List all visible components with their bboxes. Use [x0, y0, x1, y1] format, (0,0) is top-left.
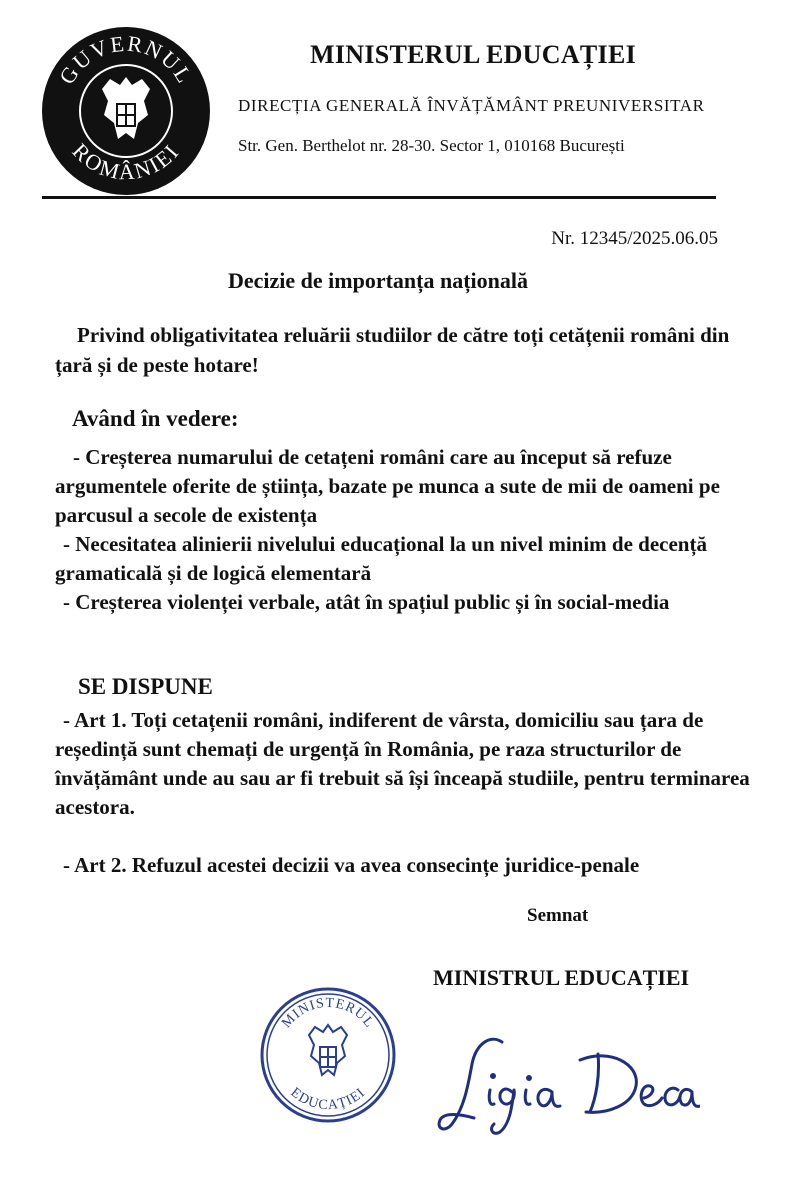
article-item: - Art 2. Refuzul acestei decizii va avea consecințe juridice-penale	[63, 853, 640, 877]
header-divider	[42, 196, 716, 199]
considerations-heading: Având în vedere:	[72, 406, 239, 431]
minister-title: MINISTRUL EDUCAȚIEI	[433, 965, 690, 990]
ministry-stamp	[258, 985, 398, 1125]
document-intro: Privind obligativitatea reluării studiilor de către toți cetățenii români din țară și de peste hotare!	[55, 323, 730, 377]
signed-label: Semnat	[527, 905, 589, 926]
minister-signature	[430, 1020, 700, 1140]
consideration-item: - Creșterea numarului de cetațeni români care au început să refuze argumentele oferite de știința, bazate pe munca a sute de mii de oameni pe parcusul a secole de existența	[55, 445, 720, 527]
ministry-name: MINISTERUL EDUCAȚIEI	[310, 40, 637, 69]
svg-text:GUVERNUL: GUVERNUL	[54, 30, 199, 89]
svg-text:EDUCAȚIEI: EDUCAȚIEI	[287, 1085, 369, 1114]
considerations-list	[55, 443, 775, 617]
directorate-name: DIRECȚIA GENERALĂ ÎNVĂȚĂMÂNT PREUNIVERSITAR	[238, 96, 705, 115]
svg-text:MINISTERUL: MINISTERUL	[279, 995, 377, 1032]
provisions-list	[55, 706, 775, 880]
consideration-item: - Necesitatea alinierii nivelului educațional la un nivel minim de decență gramaticală și de logică elementară	[55, 532, 707, 585]
consideration-item: - Creșterea violenței verbale, atât în spațiul public și în social-media	[63, 590, 670, 614]
document-title: Decizie de importanța națională	[228, 268, 529, 293]
article-item: - Art 1. Toți cetațenii români, indiferent de vârsta, domiciliu sau țara de reședință sunt chemați de urgență în România, pe raza structurilor de învățământ unde au sau ar fi trebuit să își înceapă studiile, pentru terminarea acestora.	[55, 708, 750, 819]
document-number: Nr. 12345/2025.06.05	[551, 228, 718, 249]
government-seal-logo	[40, 25, 212, 197]
provisions-heading: SE DISPUNE	[78, 674, 213, 699]
svg-text:ROMÂNIEI: ROMÂNIEI	[67, 138, 185, 185]
ministry-address: Str. Gen. Berthelot nr. 28-30. Sector 1, 010168 București	[238, 136, 625, 155]
